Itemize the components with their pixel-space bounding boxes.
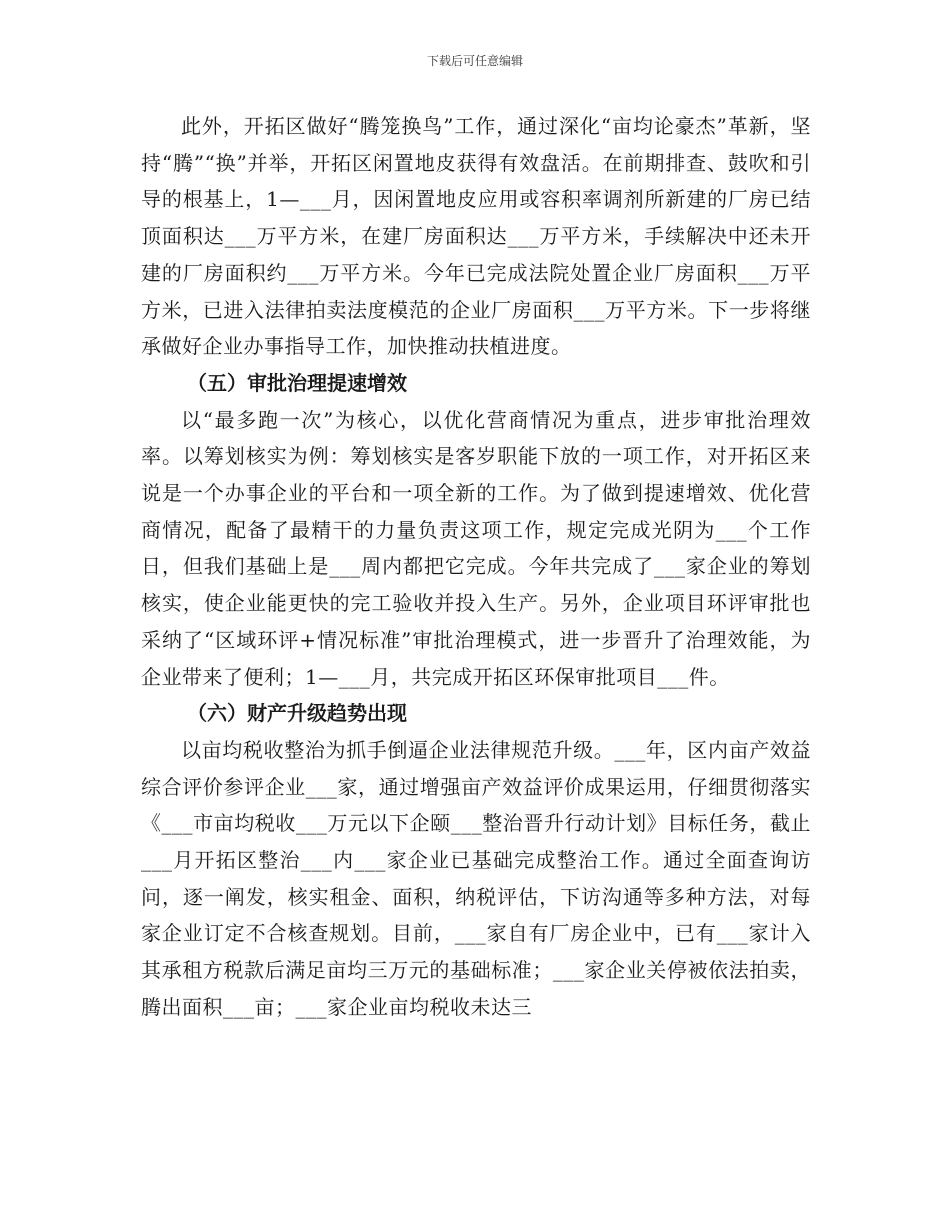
paragraph-approval: 以“最多跑一次”为核心，以优化营商情况为重点，进步审批治理效率。以筹划核实为例：筹划核实是客岁职能下放的一项工作，对开拓区来说是一个办事企业的平台和一项全新的工作。为了做到提速增效、优化营商情况，配备了最精干的力量负责这项工作，规定完成光阴为___个工作日，但我们基础上是___周内都把它完成。今年共完成了___家企业的筹划核实，使企业能更快的完工验收并投入生产。另外，企业项目环评审批也采纳了“区域环评+情况标准”审批治理模式，进一步晋升了治理效能，为企业带来了便利；1—___月，共完成开拓区环保审批项目___件。 [141,407,811,689]
paragraph-vacant-land: 此外，开拓区做好“腾笼换鸟”工作，通过深化“亩均论豪杰”革新，坚持“腾”“换”并举，开拓区闲置地皮获得有效盘活。在前期排查、鼓吹和引导的根基上，1—___月，因闲置地皮应用或容积率调剂所新建的厂房已结顶面积达___万平方米，在建厂房面积达___万平方米，手续解决中还未开建的厂房面积约___万平方米。今年已完成法院处置企业厂房面积___万平方米，已进入法律拍卖法度模范的企业厂房面积___万平方米。下一步将继承做好企业办事指导工作，加快推动扶植进度。 [141,114,811,359]
section-heading-industry-upgrade: （六）财产升级趋势出现 [187,701,407,726]
paragraph-industry-upgrade: 以亩均税收整治为抓手倒逼企业法律规范升级。___年，区内亩产效益综合评价参评企业___家，通过增强亩产效益评价成果运用，仔细贯彻落实《___市亩均税收___万元以下企颐___整治晋升行动计划》目标任务，截止___月开拓区整治___内___家企业已基础完成整治工作。通过全面查询访问，逐一阐发，核实租金、面积，纳税评估，下访沟通等多种方法，对每家企业订定不合核查规划。目前，___家自有厂房企业中，已有___家计入其承租方税款后满足亩均三万元的基础标准；___家企业关停被依法拍卖，腾出面积___亩；___家企业亩均税收未达三 [141,737,811,1019]
section-heading-approval: （五）审批治理提速增效 [187,370,407,395]
page-header: 下载后可任意编辑 [426,54,523,68]
document-body [141,108,811,1026]
